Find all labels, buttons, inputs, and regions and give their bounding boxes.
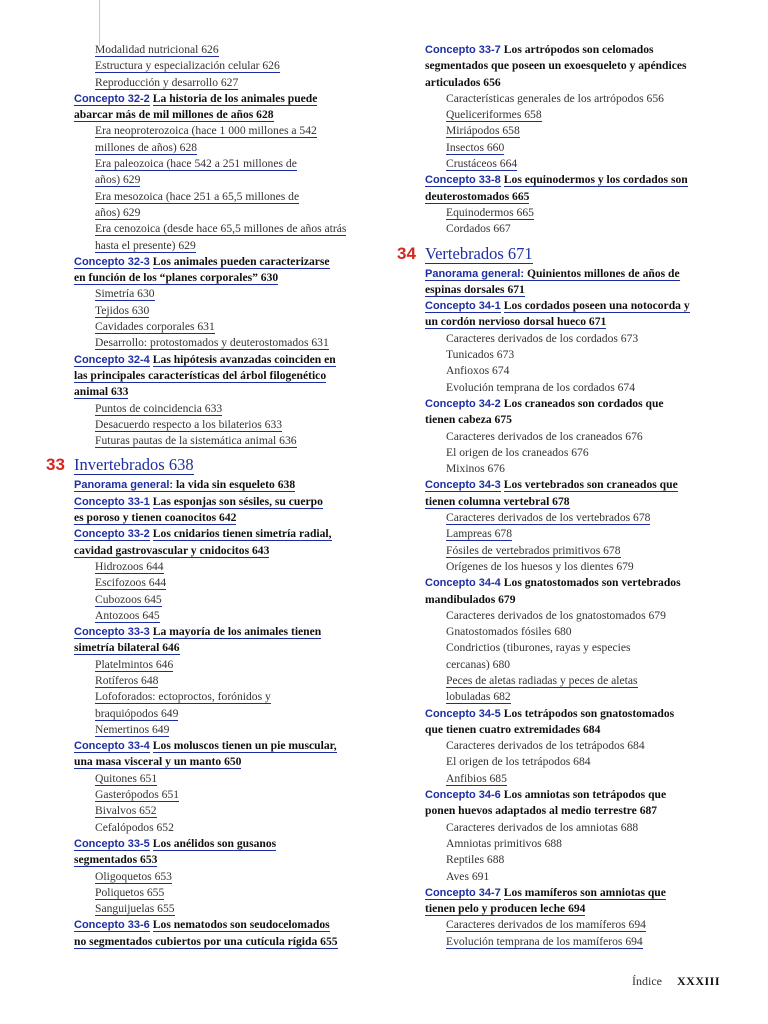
concept-entry[interactable] [74, 352, 372, 368]
toc-subentry[interactable] [74, 319, 372, 335]
concept-tag: Concepto 34-3 [425, 479, 501, 492]
concept-title: simetría bilateral 646 [74, 641, 180, 655]
toc-subentry[interactable] [74, 803, 372, 819]
concept-tag: Concepto 34-6 [425, 789, 501, 802]
toc-subentry[interactable] [425, 543, 723, 559]
toc-subentry-text: Tunicados 673 [446, 348, 515, 362]
toc-subentry[interactable] [425, 205, 723, 221]
chapter-title: Vertebrados 671 [425, 243, 533, 263]
toc-subentry[interactable] [74, 335, 372, 351]
toc-subentry [74, 820, 372, 836]
toc-subentry[interactable] [74, 706, 372, 722]
toc-subentry-text: Caracteres derivados de los mamíferos 694 [446, 918, 646, 932]
toc-subentry-text: Antozoos 645 [95, 608, 160, 622]
concept-title: es poroso y tienen coanocitos 642 [74, 511, 237, 525]
toc-subentry[interactable] [74, 433, 372, 449]
concept-entry [425, 75, 723, 91]
toc-subentry [425, 852, 723, 868]
toc-subentry[interactable] [74, 575, 372, 591]
toc-subentry[interactable] [74, 75, 372, 91]
page-footer [632, 974, 720, 989]
toc-subentry[interactable] [74, 189, 372, 205]
concept-entry[interactable] [74, 368, 372, 384]
concept-entry[interactable] [74, 934, 372, 950]
toc-subentry-text: Reptiles 688 [446, 853, 505, 867]
toc-subentry-text: Reproducción y desarrollo 627 [95, 75, 239, 89]
toc-subentry [425, 559, 723, 575]
concept-entry[interactable] [74, 526, 372, 542]
toc-subentry-text: Rotíferos 648 [95, 673, 159, 687]
concept-entry[interactable] [425, 314, 723, 330]
concept-tag: Concepto 34-2 [425, 397, 501, 410]
concept-tag: Concepto 33-6 [74, 919, 150, 932]
concept-entry[interactable] [74, 91, 372, 107]
toc-subentry[interactable] [425, 689, 723, 705]
concept-entry[interactable] [74, 836, 372, 852]
concept-entry[interactable] [74, 917, 372, 933]
concept-entry [425, 803, 723, 819]
concept-entry[interactable] [425, 298, 723, 314]
toc-subentry-text: Era cenozoica (desde hace 65,5 millones de años atrás [95, 222, 347, 236]
concept-title: tienen columna vertebral 678 [425, 494, 570, 508]
toc-subentry[interactable] [74, 205, 372, 221]
concept-entry[interactable] [74, 543, 372, 559]
toc-subentry[interactable] [425, 526, 723, 542]
toc-subentry-text: Gnatostomados fósiles 680 [446, 625, 572, 639]
concept-title: que tienen cuatro extremidades 684 [425, 722, 601, 736]
toc-subentry-text: Cefalópodos 652 [95, 820, 174, 834]
toc-subentry-text: Puntos de coincidencia 633 [95, 401, 223, 415]
toc-subentry-text: Peces de aletas radiadas y peces de aletas [446, 673, 638, 687]
panorama-entry[interactable] [425, 282, 723, 298]
concept-tag: Concepto 33-8 [425, 174, 501, 187]
toc-subentry[interactable] [425, 510, 723, 526]
toc-subentry[interactable] [74, 140, 372, 156]
toc-subentry[interactable] [425, 934, 723, 950]
toc-subentry-text: Evolución temprana de los cordados 674 [446, 380, 635, 394]
concept-title: Los amniotas son tetrápodos que [503, 788, 667, 802]
toc-subentry-text: Platelmintos 646 [95, 657, 174, 671]
toc-subentry-text: El origen de los craneados 676 [446, 445, 589, 459]
toc-subentry[interactable] [74, 885, 372, 901]
chapter-number: 34 [397, 243, 416, 263]
toc-subentry-text: Modalidad nutricional 626 [95, 43, 219, 56]
concept-tag: Concepto 34-7 [425, 886, 501, 899]
toc-subentry-text: Equinodermos 665 [446, 205, 534, 219]
panorama-entry[interactable] [74, 477, 372, 493]
chapter-heading[interactable] [397, 243, 723, 264]
toc-subentry[interactable] [425, 140, 723, 156]
concept-title: Los craneados son cordados que [503, 396, 664, 410]
toc-subentry-text: El origen de los tetrápodos 684 [446, 755, 591, 769]
concept-title: Las hipótesis avanzadas coinciden en [152, 352, 336, 366]
toc-subentry[interactable] [74, 172, 372, 188]
toc-subentry-text: Caracteres derivados de los craneados 676 [446, 429, 643, 443]
toc-subentry-text: Mixinos 676 [446, 462, 505, 476]
concept-title: Los gnatostomados son vertebrados [503, 576, 681, 590]
panorama-link [74, 478, 295, 492]
page-number: XXXIII [676, 974, 720, 988]
toc-subentry[interactable] [74, 689, 372, 705]
toc-subentry-text: Aves 691 [446, 869, 490, 883]
toc-subentry[interactable] [74, 156, 372, 172]
concept-title: abarcar más de mil millones de años 628 [74, 108, 274, 122]
toc-subentry[interactable] [425, 156, 723, 172]
panorama-title: espinas dorsales 671 [425, 282, 525, 296]
concept-title: un cordón nervioso dorsal hueco 671 [425, 315, 607, 329]
toc-subentry-text: Cordados 667 [446, 222, 511, 236]
concept-entry [425, 722, 723, 738]
concept-entry[interactable] [74, 754, 372, 770]
concept-title: las principales características del árbol filogenético [74, 368, 327, 382]
toc-subentry-text: Escifozoos 644 [95, 576, 167, 590]
concept-title: Los nematodos son seudocelomados [152, 918, 330, 932]
toc-subentry-text: Simetría 630 [95, 287, 155, 301]
concept-tag: Concepto 34-4 [425, 577, 501, 590]
toc-subentry[interactable] [74, 787, 372, 803]
toc-subentry [425, 429, 723, 445]
toc-subentry [425, 445, 723, 461]
concept-title: La mayoría de los animales tienen [152, 625, 322, 639]
concept-entry[interactable] [425, 901, 723, 917]
concept-entry [425, 42, 723, 58]
concept-entry[interactable] [74, 510, 372, 526]
panorama-title: Quinientos millones de años de [526, 266, 680, 280]
concept-tag: Concepto 32-4 [74, 353, 150, 366]
concept-tag: Concepto 34-1 [425, 300, 501, 313]
concept-entry[interactable] [74, 107, 372, 123]
toc-subentry-text: Caracteres derivados de los gnatostomados 679 [446, 608, 666, 622]
toc-subentry-text: Era paleozoica (hace 542 a 251 millones de [95, 157, 297, 171]
toc-subentry-text: Miriápodos 658 [446, 124, 520, 138]
toc-subentry [425, 608, 723, 624]
concept-entry[interactable] [74, 384, 372, 400]
toc-subentry [425, 331, 723, 347]
toc-subentry[interactable] [74, 657, 372, 673]
toc-subentry [425, 640, 723, 656]
toc-subentry [425, 91, 723, 107]
toc-subentry [425, 738, 723, 754]
toc-subentry[interactable] [74, 592, 372, 608]
toc-subentry-text: Gasterópodos 651 [95, 788, 180, 802]
toc-subentry-text: Cavidades corporales 631 [95, 320, 215, 334]
toc-subentry[interactable] [74, 673, 372, 689]
concept-title: tienen pelo y producen leche 694 [425, 902, 586, 916]
concept-title: Los cnidarios tienen simetría radial, [152, 527, 332, 541]
concept-entry[interactable] [425, 885, 723, 901]
concept-title: deuterostomados 665 [425, 189, 530, 203]
concept-title: Los tetrápodos son gnatostomados [503, 706, 675, 720]
chapter-title: Invertebrados 638 [74, 455, 194, 475]
panorama-tag: Panorama general: [74, 479, 174, 492]
toc-subentry-text: Amniotas primitivos 688 [446, 836, 562, 850]
toc-subentry-text: Desarrollo: protostomados y deuterostomados 631 [95, 336, 329, 350]
concept-title: ponen huevos adaptados al medio terrestre 687 [425, 804, 658, 818]
concept-title: tienen cabeza 675 [425, 413, 512, 427]
concept-title: Los equinodermos y los cordados son [503, 173, 688, 187]
concept-tag: Concepto 33-2 [74, 528, 150, 541]
concept-tag: Concepto 32-3 [74, 255, 150, 268]
toc-subentry-text: Orígenes de los huesos y los dientes 679 [446, 559, 634, 573]
concept-tag: Concepto 33-7 [425, 44, 501, 56]
toc-subentry [425, 221, 723, 237]
concept-title: Los mamíferos son amniotas que [503, 885, 666, 899]
concept-entry [425, 706, 723, 722]
concept-title: Los artrópodos son celomados [503, 43, 654, 56]
concept-title: segmentados 653 [74, 853, 158, 867]
concept-title: Los vertebrados son craneados que [503, 478, 678, 492]
concept-entry[interactable] [74, 852, 372, 868]
concept-title: animal 633 [74, 385, 129, 399]
toc-subentry[interactable] [74, 901, 372, 917]
concept-title: una masa visceral y un manto 650 [74, 755, 242, 769]
toc-subentry-text: Características generales de los artrópodos 656 [446, 91, 664, 105]
toc-subentry[interactable] [74, 869, 372, 885]
toc-subentry-text: Sanguijuelas 655 [95, 902, 175, 916]
toc-subentry-text: Lampreas 678 [446, 527, 512, 541]
toc-subentry [425, 380, 723, 396]
concept-tag: Concepto 32-2 [74, 92, 150, 105]
toc-subentry[interactable] [74, 238, 372, 254]
concept-title: Los moluscos tienen un pie muscular, [152, 739, 337, 753]
toc-subentry[interactable] [425, 771, 723, 787]
toc-subentry[interactable] [74, 608, 372, 624]
concept-entry[interactable] [74, 254, 372, 270]
toc-subentry-text: Queliceriformes 658 [446, 108, 542, 122]
concept-tag: Concepto 33-3 [74, 626, 150, 639]
toc-subentry [425, 754, 723, 770]
concept-entry[interactable] [425, 172, 723, 188]
toc-subentry-text: Fósiles de vertebrados primitivos 678 [446, 543, 621, 557]
concept-tag: Concepto 33-1 [74, 495, 150, 508]
concept-title: articulados 656 [425, 75, 501, 89]
toc-subentry-text: cercanas) 680 [446, 657, 511, 671]
toc-subentry-text: Condrictios (tiburones, rayas y especies [446, 641, 631, 655]
concept-entry[interactable] [425, 189, 723, 205]
chapter-heading[interactable] [46, 455, 372, 475]
concept-entry[interactable] [74, 270, 372, 286]
toc-subentry-text: Futuras pautas de la sistemática animal 636 [95, 434, 297, 448]
toc-subentry-text: Oligoquetos 653 [95, 869, 172, 883]
panorama-link [425, 267, 680, 281]
concept-entry [425, 396, 723, 412]
toc-subentry[interactable] [425, 917, 723, 933]
toc-subentry[interactable] [74, 42, 372, 58]
toc-subentry-text: hasta el presente) 629 [95, 238, 196, 252]
toc-subentry-text: Hidrozoos 644 [95, 559, 164, 573]
toc-subentry-text: Desacuerdo respecto a los bilaterios 633 [95, 417, 283, 431]
toc-subentry[interactable] [74, 221, 372, 237]
concept-entry[interactable] [74, 640, 372, 656]
concept-entry [425, 575, 723, 591]
toc-subentry[interactable] [74, 559, 372, 575]
concept-entry [425, 787, 723, 803]
toc-subentry[interactable] [74, 771, 372, 787]
concept-entry [425, 592, 723, 608]
toc-subentry-text: Tejidos 630 [95, 303, 150, 317]
toc-subentry[interactable] [425, 123, 723, 139]
toc-subentry [425, 461, 723, 477]
toc-subentry[interactable] [74, 303, 372, 319]
concept-entry[interactable] [74, 494, 372, 510]
toc-subentry [425, 869, 723, 885]
concept-tag: Concepto 34-5 [425, 707, 501, 720]
concept-title: mandibulados 679 [425, 592, 516, 606]
toc-subentry-text: lobuladas 682 [446, 690, 511, 704]
chapter-number: 33 [46, 455, 65, 475]
toc-subentry-text: Era mesozoica (hace 251 a 65,5 millones de [95, 189, 300, 203]
toc-subentry-text: Poliquetos 655 [95, 885, 165, 899]
concept-entry [425, 412, 723, 428]
toc-subentry [425, 820, 723, 836]
toc-subentry-text: Nemertinos 649 [95, 722, 170, 736]
toc-subentry-text: Caracteres derivados de los cordados 673 [446, 331, 639, 345]
toc-subentry[interactable] [74, 286, 372, 302]
toc-subentry-text: braquiópodos 649 [95, 706, 179, 720]
toc-subentry-text: Anfibios 685 [446, 771, 507, 785]
toc-subentry-text: Insectos 660 [446, 140, 505, 154]
toc-subentry-text: Caracteres derivados de los vertebrados 678 [446, 511, 651, 525]
toc-subentry [425, 624, 723, 640]
toc-subentry-text: Caracteres derivados de los tetrápodos 684 [446, 739, 645, 753]
concept-entry [425, 58, 723, 74]
concept-title: Las esponjas son sésiles, su cuerpo [152, 494, 323, 508]
panorama-tag: Panorama general: [425, 267, 525, 280]
concept-title: Los animales pueden caracterizarse [152, 254, 330, 268]
concept-entry[interactable] [74, 738, 372, 754]
toc-subentry-text: Caracteres derivados de los amniotas 688 [446, 820, 639, 834]
toc-subentry [425, 836, 723, 852]
concept-entry[interactable] [74, 624, 372, 640]
toc-subentry [425, 347, 723, 363]
toc-subentry-text: Era neoproterozoica (hace 1 000 millones a 542 [95, 124, 317, 138]
toc-subentry-text: Crustáceos 664 [446, 157, 518, 171]
toc-subentry-text: millones de años) 628 [95, 140, 198, 154]
toc-subentry-text: Anfioxos 674 [446, 364, 510, 378]
concept-entry[interactable] [425, 494, 723, 510]
toc-subentry-text: Estructura y especialización celular 626 [95, 59, 280, 73]
concept-title: Los anélidos son gusanos [152, 836, 277, 850]
toc-subentry-text: años) 629 [95, 205, 141, 219]
panorama-title: la vida sin esqueleto 638 [175, 478, 296, 492]
concept-entry[interactable] [425, 477, 723, 493]
toc-subentry-text: Bivalvos 652 [95, 804, 157, 818]
toc-subentry[interactable] [425, 673, 723, 689]
concept-title: no segmentados cubiertos por una cutícula rígida 655 [74, 934, 338, 948]
toc-subentry-text: años) 629 [95, 173, 141, 187]
concept-tag: Concepto 33-4 [74, 740, 150, 753]
toc-subentry[interactable] [74, 417, 372, 433]
toc-subentry-text: Lofoforados: ectoproctos, forónidos y [95, 690, 271, 704]
concept-title: segmentados que poseen un exoesqueleto y apéndices [425, 59, 687, 73]
toc-subentry-text: Cubozoos 645 [95, 592, 162, 606]
concept-title: La historia de los animales puede [152, 91, 318, 105]
left-column [46, 42, 372, 950]
right-column [397, 42, 723, 950]
footer-label: Índice [632, 974, 662, 988]
toc-subentry [425, 363, 723, 379]
toc-subentry-text: Quitones 651 [95, 771, 158, 785]
toc-subentry[interactable] [74, 401, 372, 417]
concept-tag: Concepto 33-5 [74, 837, 150, 850]
concept-title: cavidad gastrovascular y cnidocitos 643 [74, 543, 270, 557]
toc-subentry[interactable] [74, 123, 372, 139]
toc-subentry[interactable] [425, 107, 723, 123]
margin-rule [99, 0, 100, 46]
concept-title: en función de los “planes corporales” 630 [74, 271, 279, 285]
toc-subentry[interactable] [74, 722, 372, 738]
concept-title: Los cordados poseen una notocorda y [503, 299, 690, 313]
panorama-entry[interactable] [425, 266, 723, 282]
toc-subentry-text: Evolución temprana de los mamíferos 694 [446, 934, 643, 948]
toc-subentry [425, 657, 723, 673]
toc-subentry[interactable] [74, 58, 372, 74]
